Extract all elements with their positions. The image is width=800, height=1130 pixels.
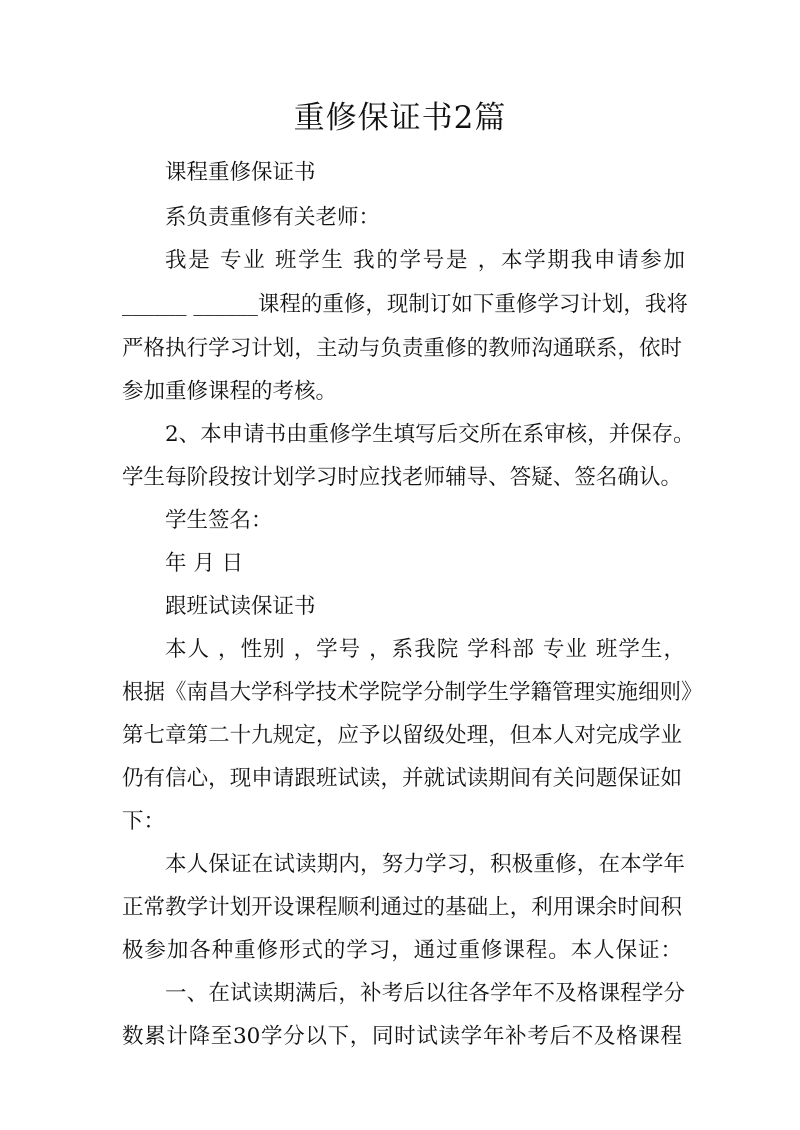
paragraph-line: 极参加各种重修形式的学习，通过重修课程。本人保证： xyxy=(122,938,682,963)
document-title: 重修保证书2篇 xyxy=(293,100,507,136)
paragraph-line: 学生每阶段按计划学习时应找老师辅导、答疑、签名确认。 xyxy=(122,465,682,490)
paragraph-line: 参加重修课程的考核。 xyxy=(122,379,338,404)
paragraph-line: 第七章第二十九规定，应予以留级处理，但本人对完成学业 xyxy=(122,723,682,748)
salutation: 系负责重修有关老师： xyxy=(165,205,381,230)
paragraph-line: 我是 专业 班学生 我的学号是 ，本学期我申请参加 xyxy=(165,248,685,273)
paragraph-line: 数累计降至30学分以下，同时试读学年补考后不及格课程 xyxy=(122,1024,682,1049)
paragraph-line: 一、在试读期满后，补考后以往各学年不及格课程学分 xyxy=(165,981,685,1006)
paragraph-line: 本人保证在试读期内，努力学习，积极重修，在本学年 xyxy=(165,852,685,877)
date-line: 年 月 日 xyxy=(165,551,244,576)
paragraph-line: ______ ______课程的重修，现制订如下重修学习计划，我将 xyxy=(122,292,688,317)
paragraph-line: 下： xyxy=(122,809,166,834)
paragraph-line: 正常教学计划开设课程顺利通过的基础上，利用课余时间积 xyxy=(122,895,682,920)
paragraph-line: 本人 ，性别 ，学号 ，系我院 学科部 专业 班学生， xyxy=(165,637,685,662)
paragraph-line: 仍有信心，现申请跟班试读，并就试读期间有关问题保证如 xyxy=(122,766,682,791)
paragraph-line: 根据《南昌大学科学技术学院学分制学生学籍管理实施细则》 xyxy=(122,680,703,705)
section-heading-course-retake: 课程重修保证书 xyxy=(165,160,316,185)
section-heading-trial-study: 跟班试读保证书 xyxy=(165,594,316,619)
student-signature-label: 学生签名： xyxy=(165,508,273,533)
paragraph-line: 严格执行学习计划，主动与负责重修的教师沟通联系，依时 xyxy=(122,336,682,361)
paragraph-line: 2、本申请书由重修学生填写后交所在系审核，并保存。 xyxy=(165,422,695,447)
